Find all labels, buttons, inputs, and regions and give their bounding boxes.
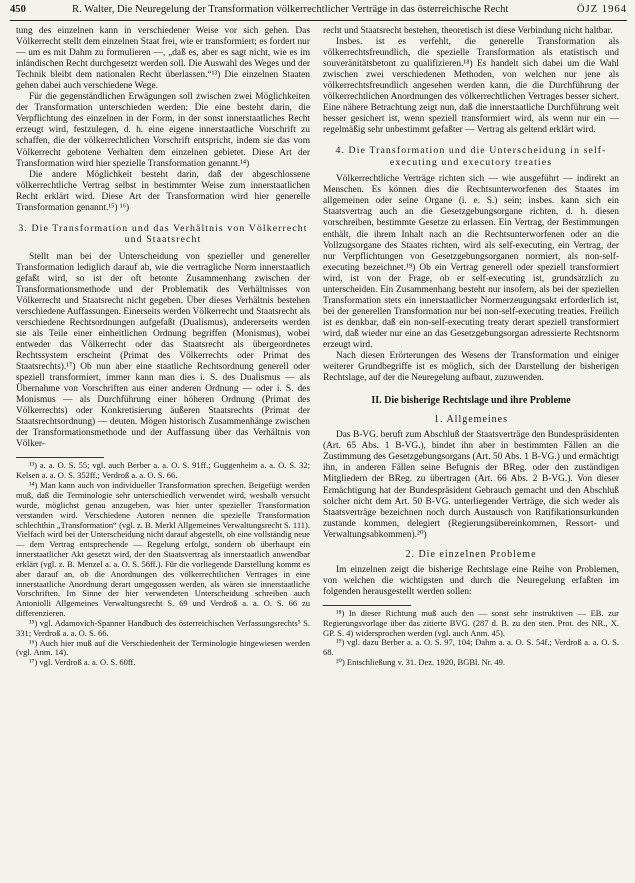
footnote-16: ¹⁶) Auch hier muß auf die Verschiedenheit der Terminologie hingewiesen werden (vgl. Anm. 14). xyxy=(16,637,310,658)
journal-name: ÖJZ 1964 xyxy=(576,4,627,15)
right-column xyxy=(323,26,619,668)
section-heading-4: 4. Die Transformation und die Unterscheidung in self-executing und executory treaties xyxy=(335,145,607,168)
footnote-20: ²⁰) Entschließung v. 31. Dez. 1920, BGBl. Nr. 49. xyxy=(336,657,506,668)
footnote-15: ¹⁵) vgl. Adamovich-Spanner Handbuch des österreichischen Verfassungsrechts⁵ S. 331; Verdroß a. a. O. S. 66. xyxy=(16,617,310,638)
paragraph: Stellt man bei der Unterscheidung von spezieller und genereller Transformation lediglich darauf ab, wie die vertragliche Norm innerstaatlich gefaßt wird, so ist der oft betonte Zusammenhang zwischen der Transformationsmethode und der Problematik des Verhältnisses von Völkerrecht und Staatsrecht nicht gegeben. Über dieses Verhältnis bestehen verschiedene Auffassungen. Einerseits werden Völkerrecht und Staatsrecht als verschiedene Rechtsordnungen aufgefaßt (Dualismus), andererseits werden sie als Teile einer einheitlichen Ordnung begriffen (Monismus), wobei entweder das Völkerrecht oder das Staatsrecht als übergeordnetes Rechtssystem erscheint (Primat des Völkerrechts oder Primat des Staatsrechts).¹⁷) Ob nun aber eine staatliche Rechtsordnung generell oder speziell transformiert, immer kann man dies i. S. des Dualismus — als Übernahme von Vorschriften aus einer anderen Ordnung — oder i. S. des Monismus — als Durchführung einer höheren Ordnung (Primat des Völkerrechts) oder Konkretisierung äußeren Staatsrechts (Primat der Staatsrechtsordnung) — deuten. Mögen historisch Zusammenhänge zwischen der Transformationsmethode und der Auffassung über das Verhältnis von Völker- xyxy=(16,251,310,450)
footnote-19: ¹⁹) vgl. dazu Berber a. a. O. S. 97, 104; Dahm a. a. O. S. 54f.; Verdroß a. a. O. S. 68. xyxy=(323,637,619,658)
header-rule xyxy=(10,20,627,21)
footnote-17: ¹⁷) vgl. Verdroß a. a. O. S. 60ff. xyxy=(29,657,136,668)
footnote-rule xyxy=(323,605,411,606)
paragraph: recht und Staatsrecht bestehen, theoretisch ist diese Verbindung nicht haltbar. xyxy=(323,26,613,36)
section-heading-3: 3. Die Transformation und das Verhältnis von Völkerrecht und Staatsrecht xyxy=(18,222,308,246)
paragraph: Das B-VG. beruft zum Abschluß der Staatsverträge den Bundespräsidenten (Art. 65 Abs. 1 B-VG.), bindet ihn aber in bestimmten Fällen an die Zustimmung des Gesetzgebungsorgans (Art. 50 Abs. 1 B-VG.) und ermächtigt ihn, in anderen Fällen seine Befugnis der BReg. oder den zuständigen Mitgliedern der BReg. zu übertragen (Art. 66 Abs. 2 B-VG.). Von dieser Ermächtigung hat der Bundespräsident Gebrauch gemacht und den Abschluß solcher nicht dem Art. 50 B-VG. unterliegender Verträge, die sich weder als Staatsverträge bezeichnen noch durch Austausch von Ratifikationsurkunden zustande kommen, delegiert (Regierungsübereinkommen, Ressort- und Verwaltungsabkommen).²⁰) xyxy=(323,430,619,540)
footnote-18: ¹⁸) In dieser Richtung muß auch den — sonst sehr instruktiven — EB. zur Regierungsvorlage über das zitierte BVG. (287 d. B. zu den sten. Prot. des NR., X. GP. S. 4) widersprochen werden (vgl. auch Anm. 45). xyxy=(323,607,619,638)
paragraph: Für die gegenständlichen Erwägungen soll zwischen zwei Möglichkeiten der Transformation unterschieden werden: Die eine besteht darin, die Verpflichtung des einzelnen in der Form, in der sonst innerstaatliches Recht erzeugt wird, festzulegen, d. h. eine eigene innerstaatliche Vorschrift zu schaffen, die der völkerrechtlichen Vorschrift entspricht, indem sie das vom Völkerrecht gebotene Verhalten dem einzelnen gebietet. Diese Art der Transformation wird hier spezielle Transformation genannt.¹⁴) xyxy=(16,92,310,169)
footnote-13: ¹³) a. a. O. S. 55; vgl. auch Berber a. a. O. S. 91ff.; Guggenheim a. a. O. S. 32; Kelsen a. a. O. S. 352ff.; Verdroß a. a. O. S. 66. xyxy=(16,460,310,481)
running-title: R. Walter, Die Neuregelung der Transformation völkerrechtlicher Verträge in das österreichische Recht xyxy=(72,4,509,15)
paragraph: Völkerrechtliche Verträge richten sich — wie ausgeführt — indirekt an Menschen. Es können dies die Rechtsunterworfenen des Staates im allgemeinen oder seine Organe (i. e. S.) sein; insbes. kann sich ein Staatsvertrag auch an die Gesetzgebungsorgane richten, d. h. diesen vorschreiben, bestimmte Gesetze zu erlassen. Ein Vertrag, der Bestimmungen enthält, die ihrem Inhalt nach an die Rechtsunterworfenen oder an die Vollzugsorgane des Staates richten, wird als self-executing, ein Vertrag, der nur Verpflichtungen von Gesetzgebungsorganen normiert, als non-self-executing bezeichnet.¹⁹) Ob ein Vertrag generell oder speziell transformiert wird, ist von der Frage, ob er self-executing ist, grundsätzlich zu unterscheiden. Ein Zusammenhang besteht nur insofern, als bei der speziellen Transformation stets ein innerstaatlicher Normerzeugungsakt erforderlich ist, bei der generellen Transformation nur bei non-self-executing treaties. Freilich ist es denkbar, daß ein non-self-executing treaty derart speziell transformiert wird, daß wieder nur eine an das Gesetzgebungsorgan adressierte Rechtsnorm erzeugt wird. xyxy=(323,174,619,350)
paragraph: tung des einzelnen kann in verschiedener Weise vor sich gehen. Das Völkerrecht stellt dem einzelnen Staat frei, wie er transformiert; es fordert nur — um es mit Dahm zu formulieren —, „daß es, aber es sagt nicht, wie es im inländischen Recht durchgesetzt werden soll. Die Auswahl des Weges und der Technik bleibt dem nationalen Recht überlassen.“¹³) Die einzelnen Staaten gehen dabei auch verschiedene Wege. xyxy=(16,26,310,92)
subheading-einzelne-probleme: 2. Die einzelnen Probleme xyxy=(405,548,537,560)
paragraph: Im einzelnen zeigt die bisherige Rechtslage eine Reihe von Problemen, von welchen die wichtigsten und durch die Neuregelung erfaßten im folgenden herausgestellt werden sollen: xyxy=(323,564,619,597)
subheading-allgemeines: 1. Allgemeines xyxy=(434,414,508,426)
chapter-heading-ii: II. Die bisherige Rechtslage und ihre Probleme xyxy=(371,395,571,407)
page-number: 450 xyxy=(10,4,26,15)
footnote-14: ¹⁴) Man kann auch von individueller Transformation sprechen. Beigefügt werden muß, daß die Terminologie sehr unterschiedlich verwendet wird, weshalb versucht wurde, möglichst genau anzugeben, was hier unter spezieller Transformation verstanden wird. Verschiedene Autoren nennen die spezielle Transformation schlechthin „Transformation“ (vgl. z. B. Merkl Allgemeines Verwaltungsrecht S. 111). Vielfach wird bei der Unterscheidung nicht darauf abgestellt, ob eine vollständig neue — dem Vertrag entsprechende — Regelung erfolgt, sondern ob überhaupt ein innerstaatlicher Akt gesetzt wird, der den Staatsvertrag als innerstaatlich anwendbar erklärt (vgl. z. B. Menzel a. a. O. S. 56ff.). Für die vorliegende Darstellung kommt es aber darauf an, ob die Anordnungen des völkerrechtlichen Vertrages in eine innerstaatliche Anordnung derart umgegossen werden, als wären sie innerstaatliche Vorschriften. Im Sinne der hier verwendeten Unterscheidung schreiben auch Antoniolli Allgemeines Verwaltungsrecht S. 69 und Verdroß a. a. O. S. 66 zu differenzieren. xyxy=(16,480,310,619)
paragraph: Nach diesen Erörterungen des Wesens der Transformation und einiger weiterer Grundbegriffe ist es möglich, sich der Darstellung der bisherigen Rechtslage, auf der die Neuregelung aufbaut, zuzuwenden. xyxy=(323,351,619,384)
paragraph: Insbes. ist es verfehlt, die generelle Transformation als völkerrechtsfreundlich, die spezielle Transformation als etatistisch und souveränitätsbetont zu qualifizieren.¹⁸) Es handelt sich dabei um die Wahl zwischen zwei verschiedenen Methoden, von welchen nur jene als völkerrechtsfreundlich angesehen werden kann, die die Durchführung der völkerrechtlichen Anordnungen des völkerrechtlichen Vertrages besser sichert. Eine nähere Betrachtung zeigt nun, daß die innerstaatliche Durchführung weit besser gesichert ist, wenn speziell transformiert wird, als wenn nur ein — regelmäßig sehr unbestimmt gefaßter — Vertrag als geltend erklärt wird. xyxy=(323,37,619,136)
paragraph: Die andere Möglichkeit besteht darin, daß der abgeschlossene völkerrechtliche Vertrag selbst in bestimmter Weise zum innerstaatlichen Recht erklärt wird. Diese Art der Transformation wird hier generelle Transformation genannt.¹⁵) ¹⁶) xyxy=(16,169,310,213)
left-column xyxy=(16,26,310,668)
footnote-rule xyxy=(16,457,104,458)
